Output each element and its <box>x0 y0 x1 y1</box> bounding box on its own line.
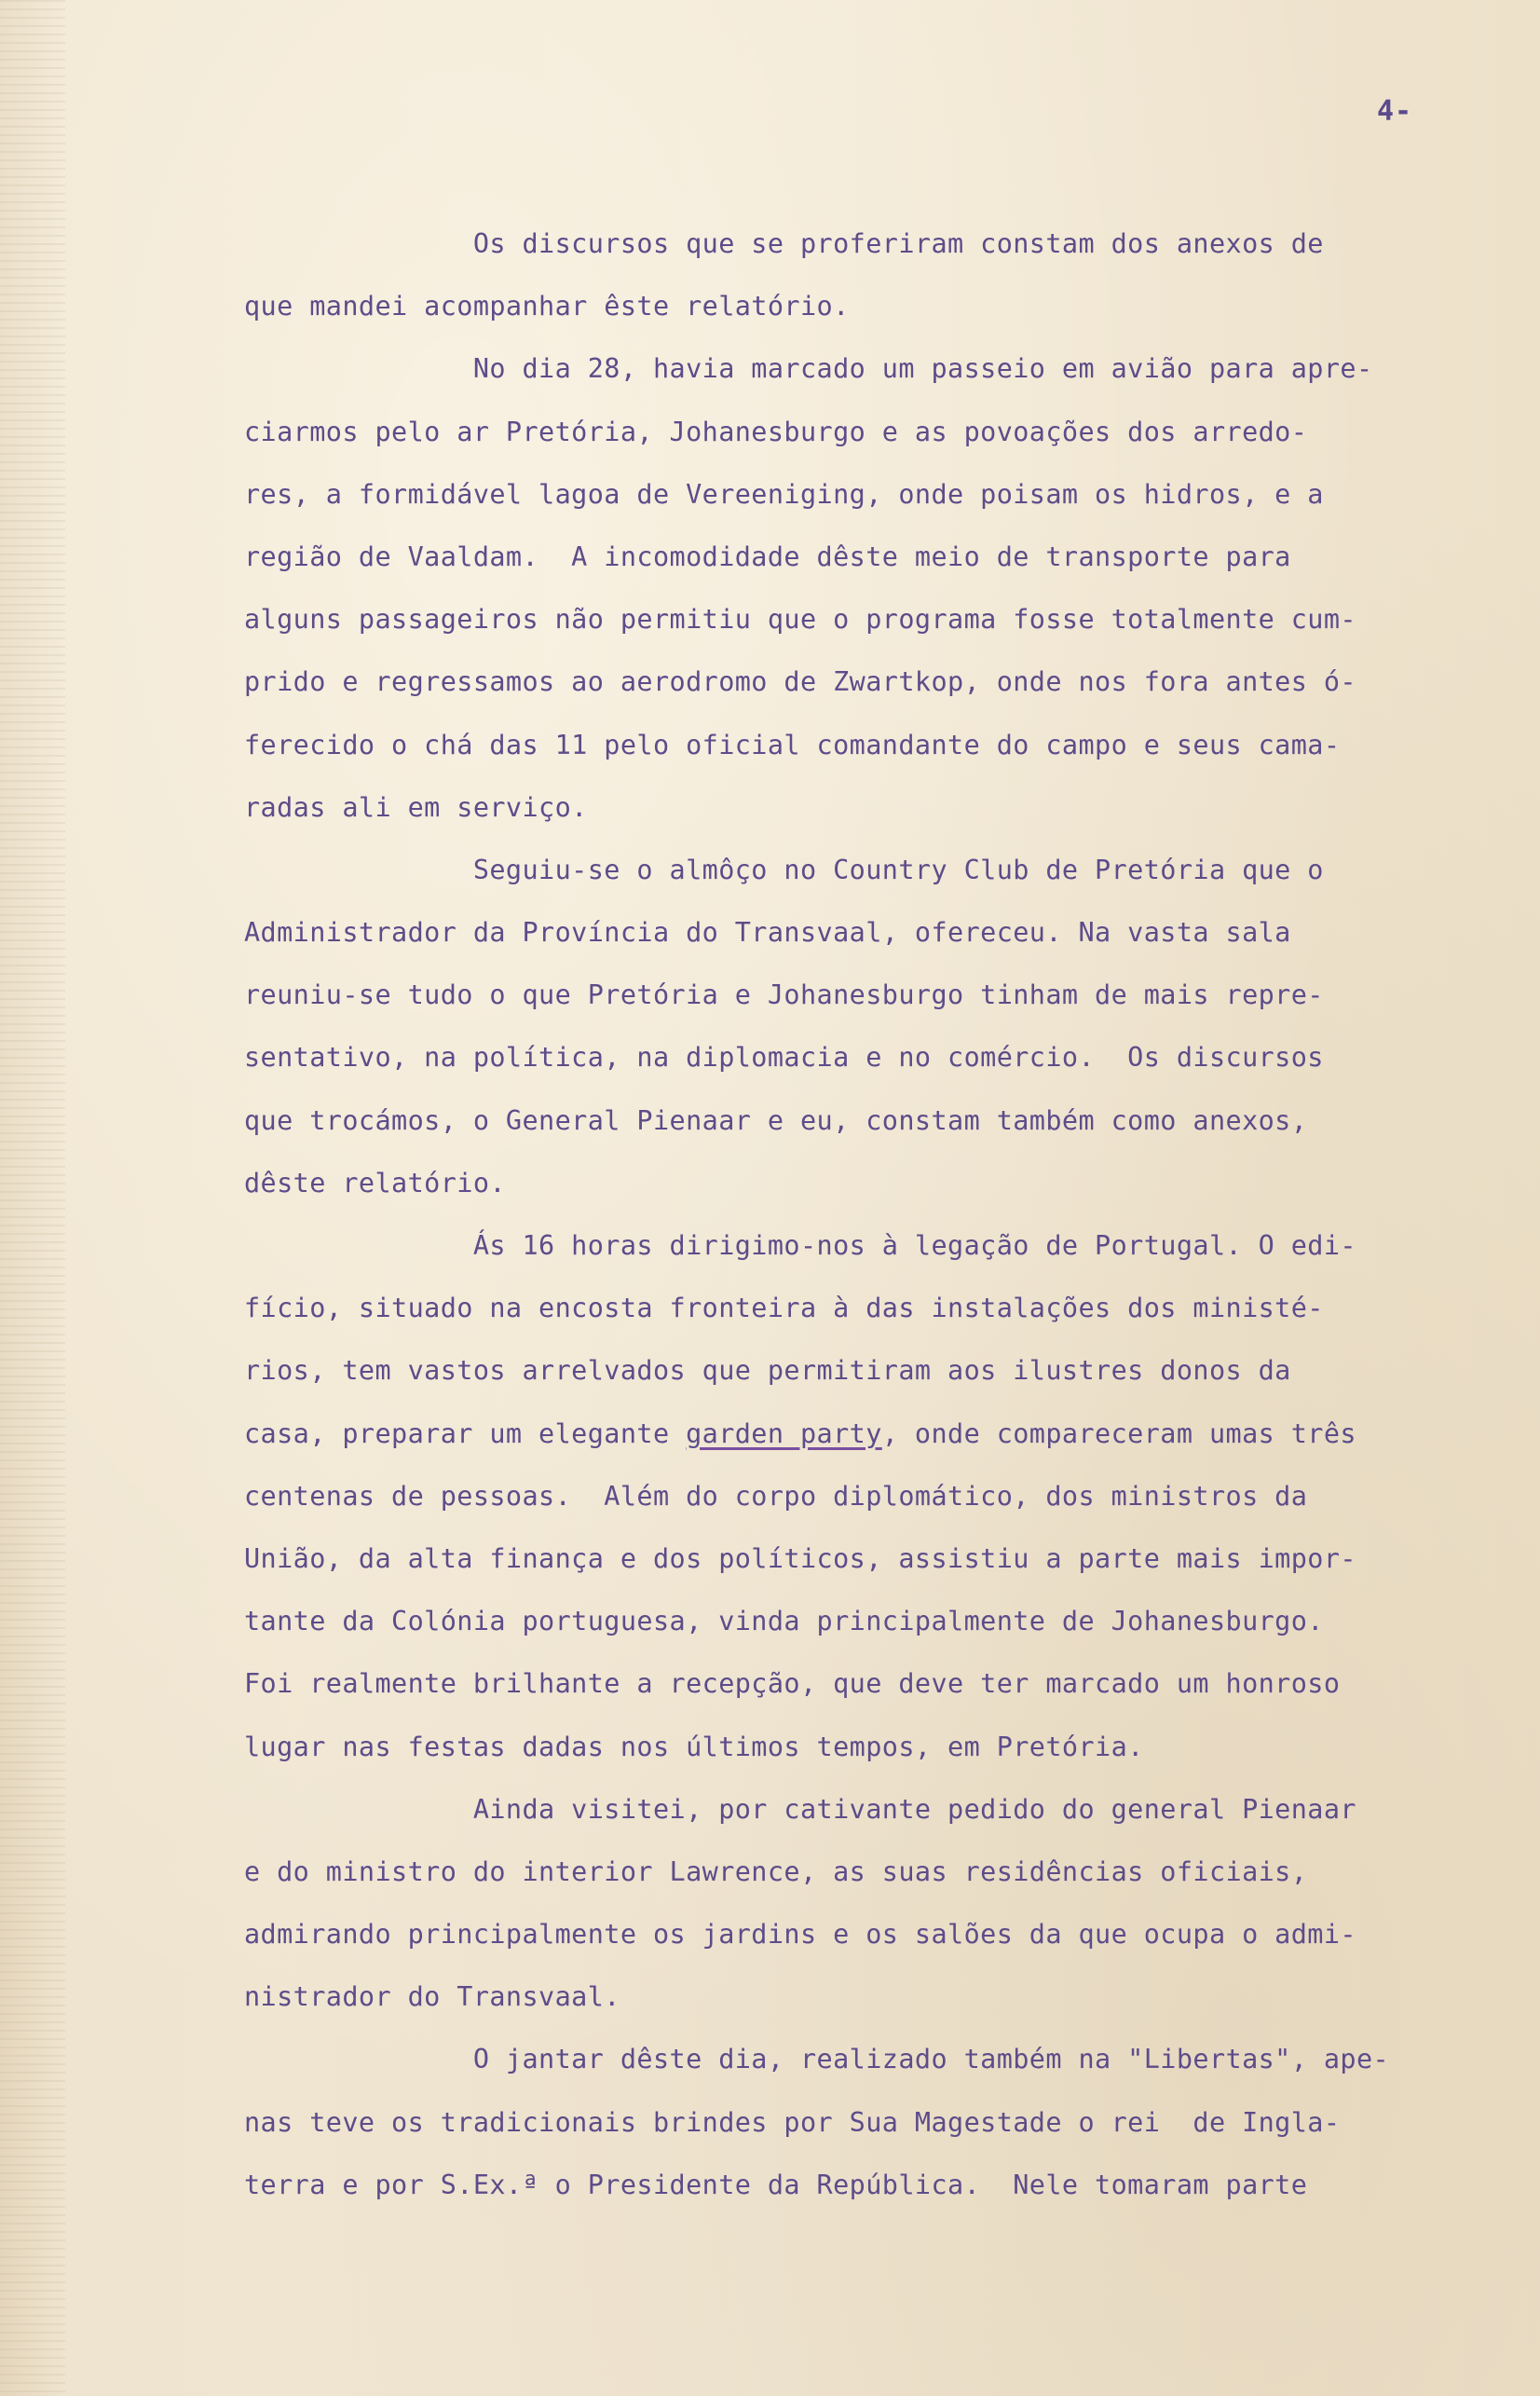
text-line: Seguiu-se o almôço no Country Club de Pretória que o <box>244 854 1324 885</box>
text-line: e do ministro do interior Lawrence, as suas residências oficiais, <box>244 1855 1308 1887</box>
text-line: prido e regressamos ao aerodromo de Zwartkop, onde nos fora antes ó- <box>244 666 1356 698</box>
text-line: centenas de pessoas. Além do corpo diplomático, dos ministros da <box>244 1480 1308 1512</box>
text-line: Os discursos que se proferiram constam dos anexos de <box>244 228 1324 259</box>
text-line: União, da alta finança e dos políticos, assistiu a parte mais impor- <box>244 1542 1356 1574</box>
text-line: lugar nas festas dadas nos últimos tempos, em Pretória. <box>244 1731 1144 1762</box>
text-line-garden-party <box>244 1403 1511 1465</box>
text-line: que mandei acompanhar êste relatório. <box>244 291 850 322</box>
text-line: Ás 16 horas dirigimo-nos à legação de Portugal. O edi- <box>244 1230 1356 1261</box>
text-line: tante da Colónia portuguesa, vinda principalmente de Johanesburgo. <box>244 1606 1324 1637</box>
text-line: terra e por S.Ex.ª o Presidente da República. Nele tomaram parte <box>244 2169 1308 2200</box>
text-line: sentativo, na política, na diplomacia e no comércio. Os discursos <box>244 1042 1324 1074</box>
text-line: dêste relatório. <box>244 1167 506 1198</box>
text-line: Foi realmente brilhante a recepção, que deve ter marcado um honroso <box>244 1668 1341 1700</box>
text-line: fício, situado na encosta fronteira à das instalações dos ministé- <box>244 1293 1324 1324</box>
text-line: região de Vaaldam. A incomodidade dêste meio de transporte para <box>244 541 1291 572</box>
text-line: Administrador da Província do Transvaal, ofereceu. Na vasta sala <box>244 917 1291 949</box>
text-line: alguns passageiros não permitiu que o programa fosse totalmente cum- <box>244 604 1356 636</box>
text-line-start: casa, preparar um elegante <box>244 1417 687 1449</box>
text-line-end: , onde compareceram umas três <box>881 1417 1356 1449</box>
letter-body <box>244 212 1511 2216</box>
text-line: rios, tem vastos arrelvados que permitiram aos ilustres donos da <box>244 1355 1291 1387</box>
text-line: que trocámos, o General Pienaar e eu, constam também como anexos, <box>244 1104 1308 1136</box>
text-line: radas ali em serviço. <box>244 791 588 823</box>
text-line: res, a formidável lagoa de Vereeniging, onde poisam os hidros, e a <box>244 478 1324 510</box>
page-number: 4- <box>1377 95 1413 128</box>
text-line: reuniu-se tudo o que Pretória e Johanesburgo tinham de mais repre- <box>244 979 1324 1011</box>
text-line: O jantar dêste dia, realizado também na "Libertas", ape- <box>244 2044 1390 2075</box>
text-line: nas teve os tradicionais brindes por Sua Magestade o rei de Ingla- <box>244 2106 1341 2138</box>
underlined-phrase: garden party <box>686 1417 882 1449</box>
text-line: No dia 28, havia marcado um passeio em avião para apre- <box>244 353 1373 385</box>
text-line: ciarmos pelo ar Pretória, Johanesburgo e as povoações dos arredo- <box>244 416 1308 447</box>
text-line: nistrador do Transvaal. <box>244 1981 620 2013</box>
text-line: ferecido o chá das 11 pelo oficial comandante do campo e seus cama- <box>244 729 1341 760</box>
text-line: Ainda visitei, por cativante pedido do general Pienaar <box>244 1793 1356 1825</box>
text-line: admirando principalmente os jardins e os salões da que ocupa o admi- <box>244 1919 1356 1951</box>
